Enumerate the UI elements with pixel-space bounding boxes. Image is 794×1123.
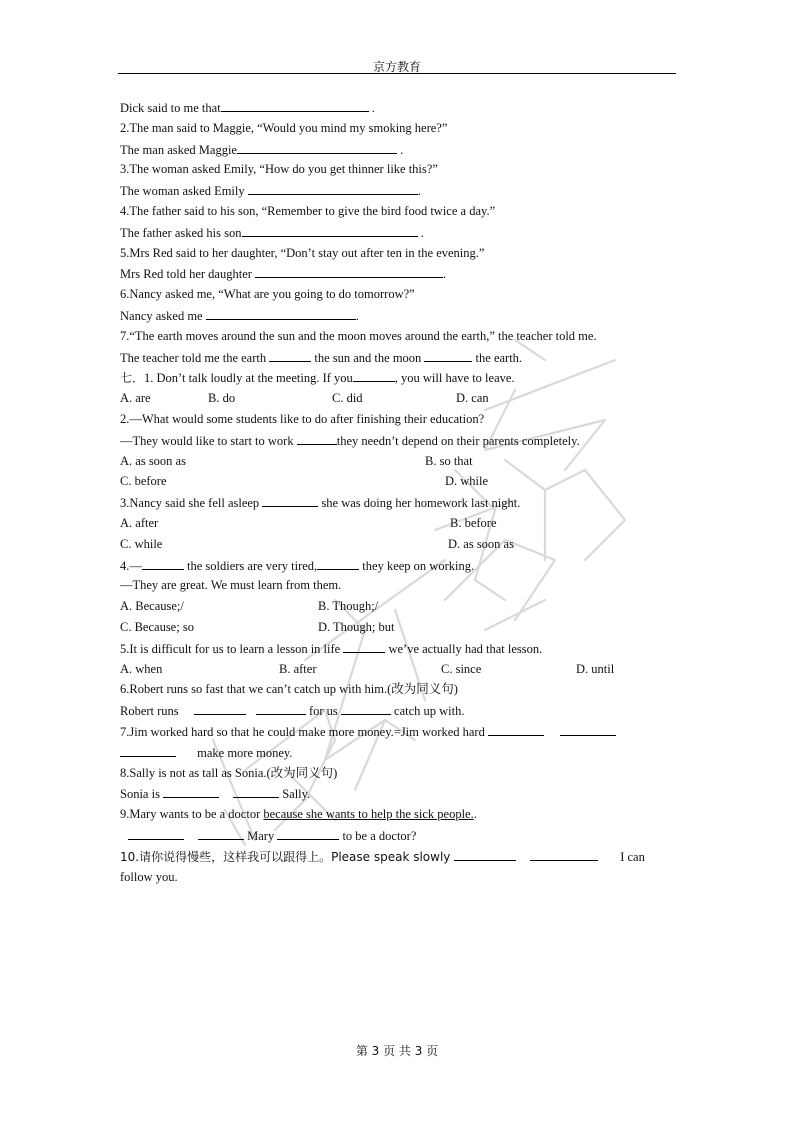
q5-answer-line bbox=[120, 265, 446, 282]
answer-blank[interactable] bbox=[255, 265, 443, 278]
answer-blank[interactable] bbox=[163, 785, 219, 798]
option[interactable]: B. after bbox=[279, 662, 317, 676]
option[interactable]: B. so that bbox=[425, 454, 473, 468]
s7-q7-end: make more money. bbox=[194, 746, 293, 760]
s7-q7-line2 bbox=[120, 744, 292, 761]
s7-q8-line1: 8.Sally is not as tall as Sonia.(改为同义句) bbox=[120, 766, 338, 780]
s7-q10-text: 10.请你说得慢些，这样我可以跟得上。Please speak slowly bbox=[120, 850, 455, 864]
answer-blank[interactable] bbox=[221, 99, 369, 112]
s7-q6-line1: 6.Robert runs so fast that we can’t catch up with him.(改为同义句) bbox=[120, 682, 458, 696]
s7-q4-end: they keep on working. bbox=[359, 559, 475, 573]
option[interactable]: C. Because; so bbox=[120, 620, 194, 634]
s7-q2-line1: 2.—What would some students like to do after finishing their education? bbox=[120, 412, 485, 426]
q4-answer-end: . bbox=[417, 226, 424, 240]
answer-blank[interactable] bbox=[198, 827, 244, 840]
s7-q8-text: Sonia is bbox=[120, 787, 164, 801]
q2-answer-end: . bbox=[396, 143, 404, 157]
answer-blank[interactable] bbox=[353, 369, 395, 382]
s7-q4-line2: —They are great. We must learn from them. bbox=[120, 578, 342, 592]
answer-blank[interactable] bbox=[142, 557, 184, 570]
q4-answer-text: The father asked his son bbox=[120, 226, 242, 240]
option[interactable]: A. Because;/ bbox=[120, 599, 184, 613]
answer-blank[interactable] bbox=[262, 494, 318, 507]
q2-prompt: 2.The man said to Maggie, “Would you mind my smoking here?” bbox=[120, 121, 448, 135]
s7-q3 bbox=[120, 494, 520, 511]
option[interactable]: D. Though; but bbox=[318, 620, 395, 634]
s7-q3-end: she was doing her homework last night. bbox=[318, 496, 521, 510]
s7-q4-text: 4.— bbox=[120, 559, 142, 573]
answer-blank[interactable] bbox=[341, 702, 391, 715]
q6-answer-text: Nancy asked me bbox=[120, 309, 206, 323]
option[interactable]: C. while bbox=[120, 537, 163, 551]
answer-blank[interactable] bbox=[454, 848, 516, 861]
answer-blank[interactable] bbox=[128, 827, 184, 840]
header-title: 京方教育 bbox=[372, 60, 421, 74]
q5-prompt: 5.Mrs Red said to her daughter, “Don’t stay out after ten in the evening.” bbox=[120, 246, 485, 260]
section-seven-label: 七． bbox=[120, 371, 145, 385]
s7-q1-text: 1. Don’t talk loudly at the meeting. If you bbox=[144, 371, 353, 385]
s7-q6-mid: for us bbox=[305, 704, 341, 718]
s7-q4-mid: the soldiers are very tired, bbox=[183, 559, 318, 573]
s7-q6-text: Robert runs bbox=[120, 704, 182, 718]
q6-answer-line bbox=[120, 307, 359, 324]
q3-prompt: 3.The woman asked Emily, “How do you get thinner like this?” bbox=[120, 162, 438, 176]
q1-answer-end: . bbox=[368, 101, 375, 115]
s7-q10-end: I can bbox=[620, 850, 645, 864]
s7-q9-text: 9.Mary wants to be a doctor bbox=[120, 807, 264, 821]
q7-prompt: 7.“The earth moves around the sun and the moon moves around the earth,” the teacher told me. bbox=[120, 329, 597, 343]
q5-answer-end: . bbox=[443, 267, 447, 281]
answer-blank[interactable] bbox=[233, 785, 279, 798]
option[interactable]: D. as soon as bbox=[448, 537, 514, 551]
q5-answer-text: Mrs Red told her daughter bbox=[120, 267, 256, 281]
q2-answer-text: The man asked Maggie bbox=[120, 143, 237, 157]
s7-q9-line1 bbox=[120, 806, 477, 822]
page-footer: 第 3 页 共 3 页 bbox=[355, 1044, 439, 1058]
s7-q9-end2: to be a doctor? bbox=[339, 829, 417, 843]
q7-answer-text: The teacher told me the earth bbox=[120, 351, 270, 365]
option[interactable]: A. as soon as bbox=[120, 454, 186, 468]
s7-q7-text: 7.Jim worked hard so that he could make more money.=Jim worked hard bbox=[120, 725, 488, 739]
q7-answer-line bbox=[120, 349, 522, 366]
s7-q6-line2 bbox=[120, 702, 464, 719]
s7-q2-line2 bbox=[120, 432, 580, 449]
option[interactable]: A. after bbox=[120, 516, 159, 530]
header-rule bbox=[118, 73, 676, 74]
s7-q1 bbox=[120, 369, 515, 386]
q7-answer-mid: the sun and the moon bbox=[311, 351, 425, 365]
answer-blank[interactable] bbox=[297, 432, 337, 445]
option[interactable]: C. before bbox=[120, 474, 167, 488]
s7-q6-end: catch up with. bbox=[390, 704, 465, 718]
s7-q9-mid: Mary bbox=[244, 829, 278, 843]
answer-blank[interactable] bbox=[488, 723, 544, 736]
answer-blank[interactable] bbox=[277, 827, 339, 840]
answer-blank[interactable] bbox=[424, 349, 472, 362]
option[interactable]: D. while bbox=[445, 474, 489, 488]
s7-q1-end: , you will have to leave. bbox=[394, 371, 515, 385]
s7-q10-line2: follow you. bbox=[120, 870, 178, 884]
q3-answer-line bbox=[120, 182, 421, 199]
s7-q8-line2 bbox=[120, 785, 310, 802]
s7-q2-text: —They would like to start to work bbox=[120, 434, 297, 448]
answer-blank[interactable] bbox=[242, 224, 418, 237]
s7-q7-line1 bbox=[120, 723, 616, 740]
answer-blank[interactable] bbox=[343, 640, 385, 653]
option[interactable]: B. before bbox=[450, 516, 497, 530]
q1-answer-line bbox=[120, 99, 375, 116]
s7-q2-end: they needn’t depend on their parents completely. bbox=[336, 434, 580, 448]
s7-q10-line1 bbox=[120, 848, 645, 865]
option[interactable]: C. since bbox=[441, 662, 482, 676]
answer-blank[interactable] bbox=[194, 702, 246, 715]
q4-answer-line bbox=[120, 224, 424, 241]
option[interactable]: C. did bbox=[332, 391, 363, 405]
s7-q5-text: 5.It is difficult for us to learn a lesson in life bbox=[120, 642, 344, 656]
answer-blank[interactable] bbox=[560, 723, 616, 736]
option[interactable]: D. can bbox=[456, 391, 489, 405]
option[interactable]: B. do bbox=[208, 391, 236, 405]
s7-q5-end: we’ve actually had that lesson. bbox=[385, 642, 543, 656]
q3-answer-text: The woman asked Emily bbox=[120, 184, 248, 198]
s7-q4-line1 bbox=[120, 557, 474, 574]
answer-blank[interactable] bbox=[120, 744, 176, 757]
answer-blank[interactable] bbox=[269, 349, 311, 362]
answer-blank[interactable] bbox=[530, 848, 598, 861]
option[interactable]: B. Though;/ bbox=[318, 599, 379, 613]
s7-q3-text: 3.Nancy said she fell asleep bbox=[120, 496, 263, 510]
q6-answer-end: . bbox=[355, 309, 359, 323]
q4-prompt: 4.The father said to his son, “Remember to give the bird food twice a day.” bbox=[120, 204, 496, 218]
q3-answer-end: . bbox=[417, 184, 421, 198]
q2-answer-line bbox=[120, 141, 403, 158]
q1-answer-text: Dick said to me that bbox=[120, 101, 221, 115]
option[interactable]: D. until bbox=[576, 662, 615, 676]
q6-prompt: 6.Nancy asked me, “What are you going to do tomorrow?” bbox=[120, 287, 415, 301]
s7-q8-end: Sally. bbox=[279, 787, 311, 801]
option[interactable]: A. when bbox=[120, 662, 163, 676]
q7-answer-end: the earth. bbox=[472, 351, 523, 365]
answer-blank[interactable] bbox=[256, 702, 306, 715]
answer-blank[interactable] bbox=[206, 307, 356, 320]
answer-blank[interactable] bbox=[237, 141, 397, 154]
s7-q9-end: . bbox=[473, 807, 477, 821]
s7-q5 bbox=[120, 640, 542, 657]
s7-q9-line2 bbox=[120, 827, 416, 844]
answer-blank[interactable] bbox=[248, 182, 418, 195]
option[interactable]: A. are bbox=[120, 391, 151, 405]
answer-blank[interactable] bbox=[317, 557, 359, 570]
s7-q9-underlined: because she wants to help the sick people. bbox=[263, 807, 474, 821]
